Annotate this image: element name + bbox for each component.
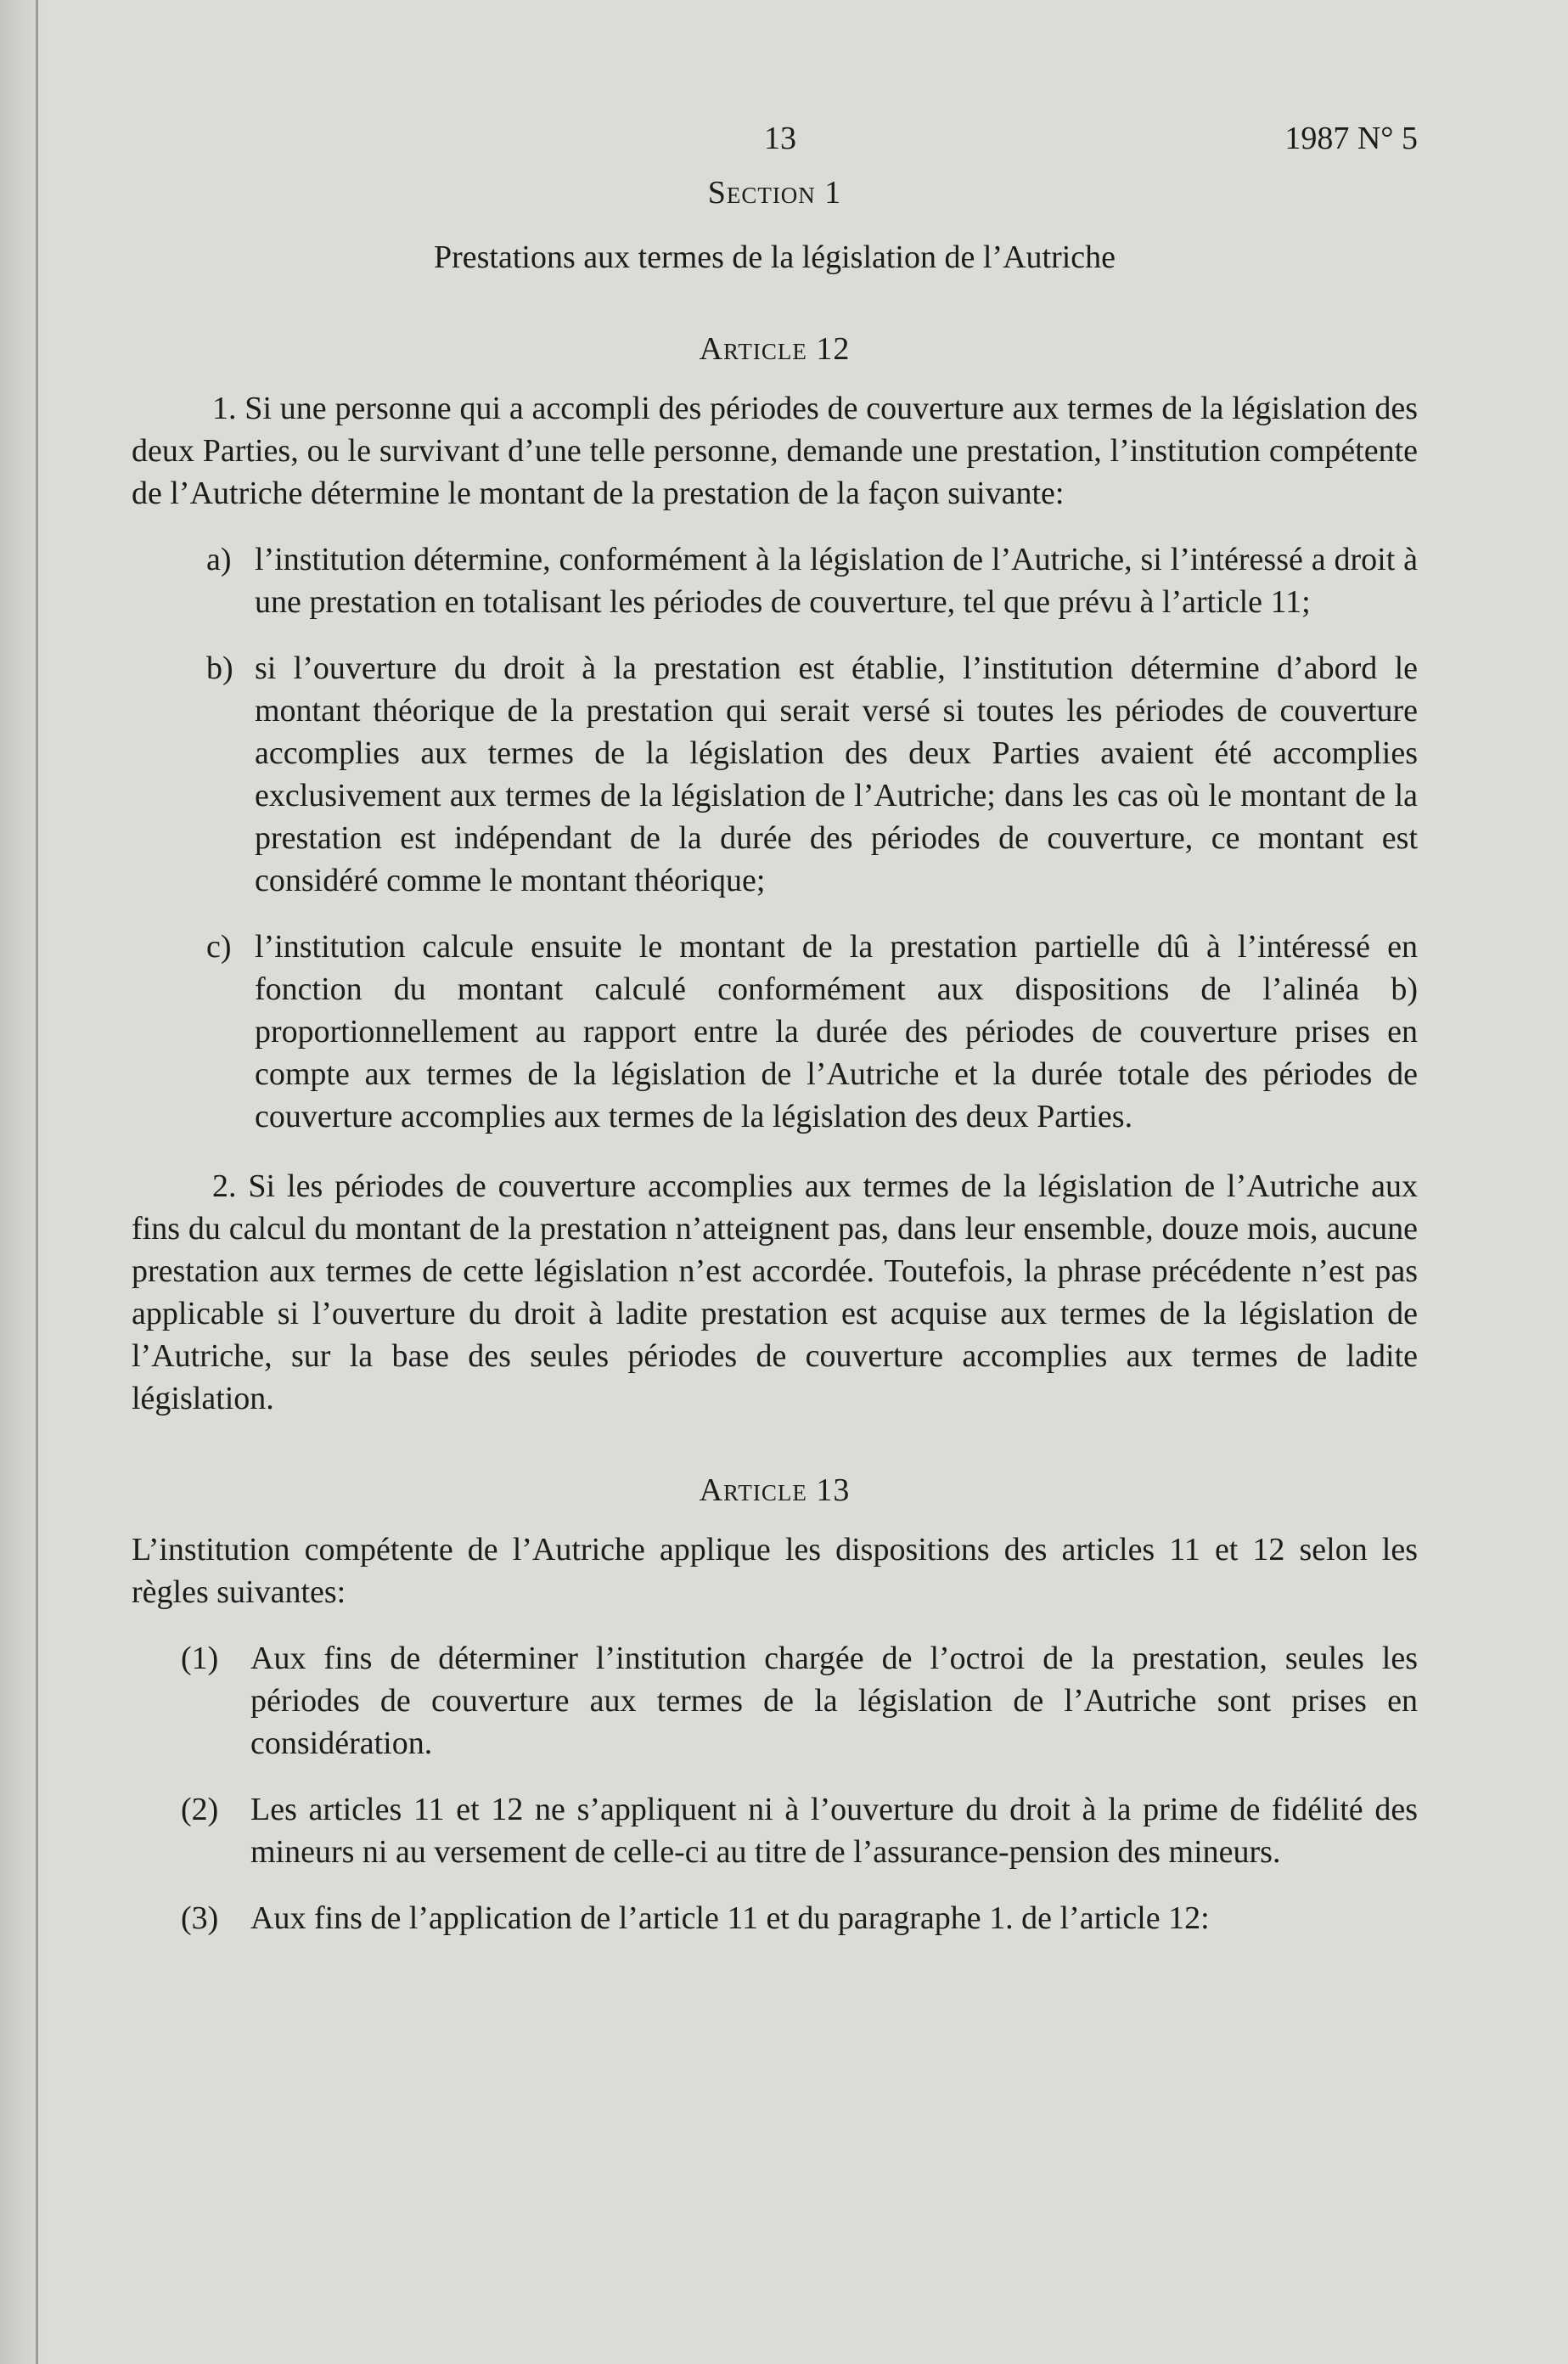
page-header [132,117,1418,172]
item-text: l’institution calcule ensuite le montant de la prestation partielle dû à l’intéressé en fonction du montant calculé conformément aux dispositions de l’alinéa b) proportionnellement au rapport entre la durée des périodes de couverture prises en compte aux termes de la législation de l’Autriche et la durée totale des périodes de couverture accomplies aux termes de la législation des deux Parties. [255,929,1418,1134]
item-text: Aux fins de déterminer l’institution chargée de l’octroi de la prestation, seules les périodes de couverture aux termes de la législation de l’Autriche sont prises en considération. [250,1641,1418,1761]
item-text: l’institution détermine, conformément à la législation de l’Autriche, si l’intéressé a droit à une prestation en totalisant les périodes de couverture, tel que prévu à l’article 11; [255,542,1418,620]
article-13-item-1 [132,1637,1418,1765]
article-12-paragraph-2: 2. Si les périodes de couverture accomplies aux termes de la législation de l’Autriche aux fins du calcul du montant de la prestation n’atteignent pas, dans leur ensemble, douze mois, aucune prestation aux termes de cette législation n’est accordée. Toutefois, la phrase précédente n’est pas applicable si l’ouverture du droit à ladite prestation est acquise aux termes de la législation de l’Autriche, sur la base des seules périodes de couverture accomplies aux termes de ladite législation. [132,1168,1418,1416]
year-number: 1987 N° 5 [1284,121,1418,156]
article-12-item-c [132,926,1418,1138]
item-label: (3) [181,1900,219,1936]
item-label: b) [206,650,233,686]
binding-edge [36,0,38,2364]
article-13-intro: L’institution compétente de l’Autriche applique les dispositions des articles 11 et 12 selon les règles suivantes: [132,1532,1418,1610]
article-12-paragraph-1: 1. Si une personne qui a accompli des périodes de couverture aux termes de la législation des deux Parties, ou le survivant d’une telle personne, demande une prestation, l’institution compétente de l’Autriche détermine le montant de la prestation de la façon suivante: [132,391,1418,511]
item-text: Les articles 11 et 12 ne s’appliquent ni à l’ouverture du droit à la prime de fidélité des mineurs ni au versement de celle-ci au titre de l’assurance-pension des mineurs. [250,1792,1418,1870]
item-text: Aux fins de l’application de l’article 11 et du paragraphe 1. de l’article 12: [250,1900,1210,1936]
article-13-item-3 [132,1897,1418,1939]
section-title: Section 1 [707,175,842,211]
article-13-item-2 [132,1788,1418,1873]
item-label: (2) [181,1792,219,1827]
page-number: 13 [764,121,796,156]
item-label: (1) [181,1641,219,1676]
section-subtitle: Prestations aux termes de la législation de l’Autriche [433,239,1116,275]
item-text: si l’ouverture du droit à la prestation est établie, l’institution détermine d’abord le montant théorique de la prestation qui serait versé si toutes les périodes de couverture accomplies aux termes de la législation des deux Parties avaient été accomplies exclusivement aux termes de la législation de l’Autriche; dans les cas où le montant de la prestation est indépendant de la durée des périodes de couverture, ce montant est considéré comme le montant théorique; [255,650,1418,898]
item-label: a) [206,542,232,577]
article-12-item-a [132,538,1418,623]
article-12-item-b [132,647,1418,902]
article-12-title: Article 12 [699,331,851,367]
article-13-title: Article 13 [699,1472,851,1508]
item-label: c) [206,929,232,965]
page-content [132,117,1418,1939]
